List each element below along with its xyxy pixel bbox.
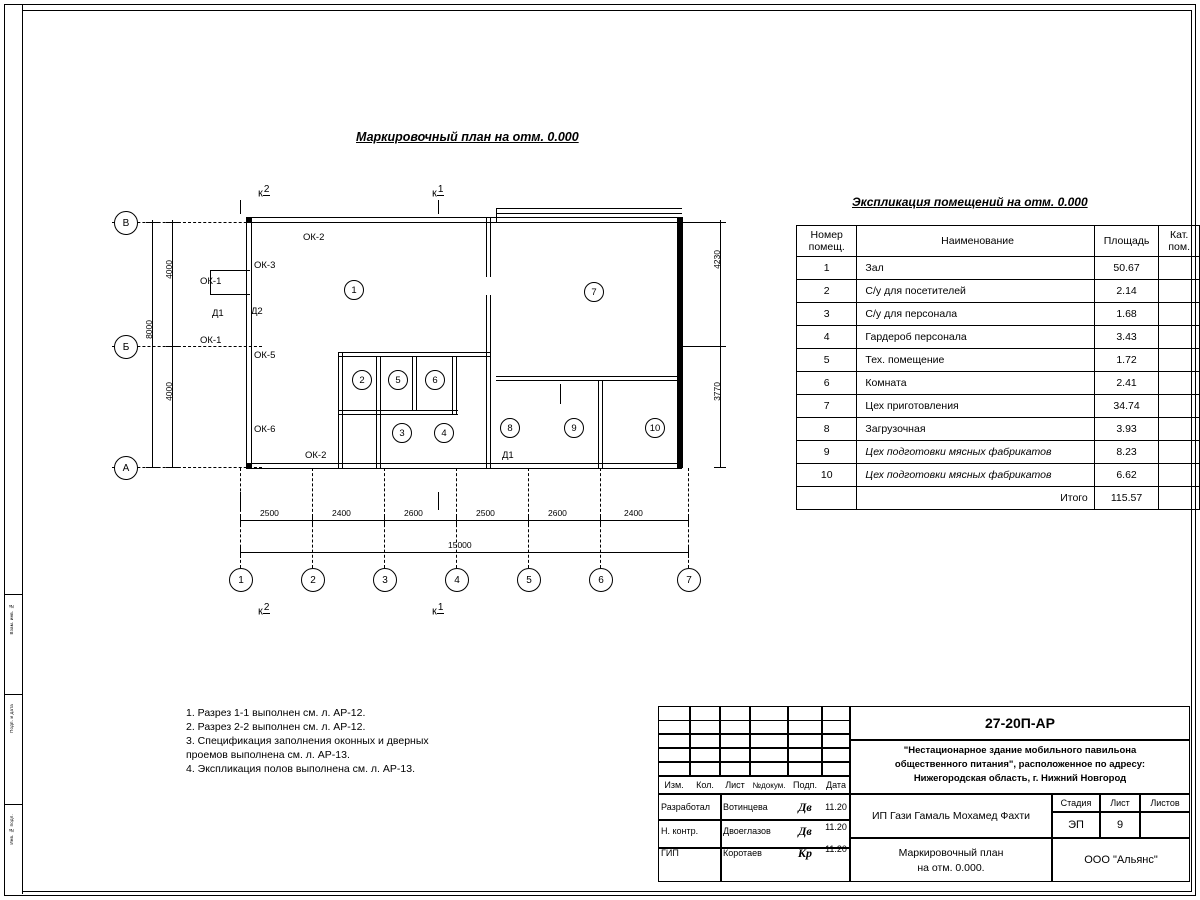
total-category xyxy=(1159,487,1200,510)
header-category: Кат. пом. xyxy=(1159,226,1200,257)
section-mark-bottom-2 xyxy=(258,602,270,618)
note-line-5: 4. Экспликация полов выполнена см. л. АР-13. xyxy=(186,763,415,775)
axis-marker-3: 3 xyxy=(373,568,397,592)
header-number: Номер помещ. xyxy=(797,226,857,257)
cell-name: С/у для посетителей xyxy=(857,280,1094,303)
door-label-d1-left: Д1 xyxy=(212,308,224,319)
note-line-1: 1. Разрез 1-1 выполнен см. л. АР-12. xyxy=(186,707,366,719)
role-date-2: 11.20 xyxy=(825,844,847,854)
room-marker-3: 3 xyxy=(392,423,412,443)
section-letter: к xyxy=(258,605,263,618)
section-number: 1 xyxy=(437,184,444,195)
cell-name: С/у для персонала xyxy=(857,303,1094,326)
cell-number: 4 xyxy=(797,326,857,349)
table-row xyxy=(797,326,1200,349)
dim-bottom-5: 2600 xyxy=(548,508,567,518)
cell-number: 9 xyxy=(797,441,857,464)
cell-category xyxy=(1159,303,1200,326)
col-dokum: №докум. xyxy=(752,780,786,790)
dim-bottom-4: 2500 xyxy=(476,508,495,518)
cell-area: 2.14 xyxy=(1094,280,1159,303)
section-number: 1 xyxy=(437,602,444,613)
room-marker-7: 7 xyxy=(584,282,604,302)
dim-right-1: 4230 xyxy=(712,250,722,269)
role-name-1: Двоеглазов xyxy=(723,826,771,836)
object-description xyxy=(850,744,1190,794)
sheets-value xyxy=(1140,812,1190,838)
room-marker-2: 2 xyxy=(352,370,372,390)
cell-number: 8 xyxy=(797,418,857,441)
cell-name: Комната xyxy=(857,372,1094,395)
col-kol: Кол. xyxy=(696,780,714,790)
customer-name: ИП Гази Гамаль Мохамед Фахти xyxy=(872,810,1030,822)
cell-number: 2 xyxy=(797,280,857,303)
window-label-ok2-bottom: ОК-2 xyxy=(305,450,327,461)
col-podp: Подп. xyxy=(793,780,817,790)
table-row xyxy=(797,349,1200,372)
room-marker-4: 4 xyxy=(434,423,454,443)
cell-area: 3.43 xyxy=(1094,326,1159,349)
cell-area: 2.41 xyxy=(1094,372,1159,395)
axis-marker-4: 4 xyxy=(445,568,469,592)
window-label-ok1-a: ОК-1 xyxy=(200,276,222,287)
table-header-row xyxy=(797,226,1200,257)
section-letter: к xyxy=(432,187,437,200)
table-row xyxy=(797,372,1200,395)
dim-right-2: 3770 xyxy=(712,382,722,401)
role-label-2: ГИП xyxy=(661,848,679,858)
cell-category xyxy=(1159,464,1200,487)
col-izm: Изм. xyxy=(664,780,684,790)
cell-category xyxy=(1159,441,1200,464)
room-marker-1: 1 xyxy=(344,280,364,300)
role-name-0: Вотинцева xyxy=(723,802,768,812)
header-area: Площадь xyxy=(1094,226,1159,257)
dim-bottom-3: 2600 xyxy=(404,508,423,518)
table-total-row xyxy=(797,487,1200,510)
table-row xyxy=(797,280,1200,303)
table-row xyxy=(797,303,1200,326)
left-margin-strip xyxy=(4,4,23,894)
margin-text-0: Взам. инв. № xyxy=(9,604,14,635)
axis-marker-7: 7 xyxy=(677,568,701,592)
col-list: Лист xyxy=(725,780,745,790)
stage-value: ЭП xyxy=(1068,819,1084,831)
stage-label: Стадия xyxy=(1060,798,1092,808)
axis-marker-2: 2 xyxy=(301,568,325,592)
drawing-title xyxy=(850,846,1052,882)
object-line-2: общественного питания", расположенное по адресу: xyxy=(894,759,1146,770)
cell-area: 1.72 xyxy=(1094,349,1159,372)
cell-area: 1.68 xyxy=(1094,303,1159,326)
total-spacer xyxy=(797,487,857,510)
cell-area: 8.23 xyxy=(1094,441,1159,464)
cell-area: 50.67 xyxy=(1094,257,1159,280)
axis-marker-6: 6 xyxy=(589,568,613,592)
cell-number: 10 xyxy=(797,464,857,487)
dim-left-total: 8000 xyxy=(144,320,154,339)
section-mark-top-1 xyxy=(432,184,444,200)
cell-number: 6 xyxy=(797,372,857,395)
room-marker-8: 8 xyxy=(500,418,520,438)
cell-name: Цех подготовки мясных фабрикатов xyxy=(857,464,1094,487)
window-label-ok2-top: ОК-2 xyxy=(303,232,325,243)
table-row xyxy=(797,464,1200,487)
role-name-2: Коротаев xyxy=(723,848,762,858)
section-mark-top-2 xyxy=(258,184,270,200)
cell-category xyxy=(1159,372,1200,395)
dim-left-1: 4000 xyxy=(164,260,174,279)
cell-category xyxy=(1159,257,1200,280)
explication-table xyxy=(796,225,1200,510)
section-number: 2 xyxy=(263,602,270,613)
window-label-ok6: ОК-6 xyxy=(254,424,276,435)
cell-number: 5 xyxy=(797,349,857,372)
drawing-title-line-2: на отм. 0.000. xyxy=(917,862,985,874)
explication-title: Экспликация помещений на отм. 0.000 xyxy=(852,195,1088,209)
room-marker-6: 6 xyxy=(425,370,445,390)
note-line-3: 3. Спецификация заполнения оконных и дверных xyxy=(186,735,429,747)
cell-name: Тех. помещение xyxy=(857,349,1094,372)
axis-marker-b: Б xyxy=(114,335,138,359)
cell-area: 6.62 xyxy=(1094,464,1159,487)
cell-category xyxy=(1159,418,1200,441)
cell-name: Зал xyxy=(857,257,1094,280)
room-marker-5: 5 xyxy=(388,370,408,390)
table-row xyxy=(797,418,1200,441)
dim-bottom-1: 2500 xyxy=(260,508,279,518)
section-letter: к xyxy=(258,187,263,200)
role-date-1: 11.20 xyxy=(825,822,847,832)
axis-marker-1: 1 xyxy=(229,568,253,592)
role-label-1: Н. контр. xyxy=(661,826,699,836)
cell-category xyxy=(1159,349,1200,372)
col-data: Дата xyxy=(826,780,846,790)
sheets-label: Листов xyxy=(1150,798,1180,808)
document-code: 27-20П-АР xyxy=(985,715,1055,731)
role-sign-1: Дв xyxy=(798,823,812,838)
notes-block xyxy=(186,706,429,776)
axis-marker-a: А xyxy=(114,456,138,480)
role-label-0: Разработал xyxy=(661,802,710,812)
room-marker-9: 9 xyxy=(564,418,584,438)
table-row xyxy=(797,257,1200,280)
cell-area: 3.93 xyxy=(1094,418,1159,441)
table-row xyxy=(797,441,1200,464)
cell-name: Загрузочная xyxy=(857,418,1094,441)
window-label-ok3: ОК-3 xyxy=(254,260,276,271)
company-name: ООО "Альянс" xyxy=(1084,854,1158,866)
role-sign-0: Дв xyxy=(798,799,812,814)
dim-bottom-6: 2400 xyxy=(624,508,643,518)
cell-number: 1 xyxy=(797,257,857,280)
plan-title: Маркировочный план на отм. 0.000 xyxy=(356,130,579,144)
axis-marker-5: 5 xyxy=(517,568,541,592)
cell-number: 3 xyxy=(797,303,857,326)
dim-left-2: 4000 xyxy=(164,382,174,401)
margin-text-2: Инв. № подл. xyxy=(9,814,14,845)
section-number: 2 xyxy=(263,184,270,195)
note-line-4: проемов выполнена см. л. АР-13. xyxy=(186,749,350,761)
header-name: Наименование xyxy=(857,226,1094,257)
section-mark-bottom-1 xyxy=(432,602,444,618)
note-line-2: 2. Разрез 2-2 выполнен см. л. АР-12. xyxy=(186,721,366,733)
window-label-ok1-b: ОК-1 xyxy=(200,335,222,346)
object-line-3: Нижегородская область, г. Нижний Новгород xyxy=(913,773,1127,784)
total-label: Итого xyxy=(857,487,1094,510)
floor-plan xyxy=(100,170,760,618)
sheet-label: Лист xyxy=(1110,798,1130,808)
drawing-title-line-1: Маркировочный план xyxy=(898,847,1004,859)
role-sign-2: Кр xyxy=(797,845,813,860)
cell-name: Цех подготовки мясных фабрикатов xyxy=(857,441,1094,464)
cell-name: Цех приготовления xyxy=(857,395,1094,418)
total-value: 115.57 xyxy=(1094,487,1159,510)
cell-category xyxy=(1159,395,1200,418)
object-line-1: "Нестационарное здание мобильного павильона xyxy=(903,745,1137,756)
dim-bottom-total: 15000 xyxy=(448,540,472,550)
cell-area: 34.74 xyxy=(1094,395,1159,418)
dim-bottom-2: 2400 xyxy=(332,508,351,518)
door-label-d2: Д2 xyxy=(251,306,263,317)
door-label-d1-right: Д1 xyxy=(502,450,514,461)
title-block xyxy=(658,706,1190,882)
role-date-0: 11.20 xyxy=(825,802,847,812)
cell-category xyxy=(1159,326,1200,349)
axis-marker-v: В xyxy=(114,211,138,235)
margin-text-1: Подп. и дата xyxy=(9,704,14,733)
room-marker-10: 10 xyxy=(645,418,665,438)
cell-number: 7 xyxy=(797,395,857,418)
window-label-ok5: ОК-5 xyxy=(254,350,276,361)
sheet-value: 9 xyxy=(1116,819,1124,831)
table-row xyxy=(797,395,1200,418)
cell-category xyxy=(1159,280,1200,303)
cell-name: Гардероб персонала xyxy=(857,326,1094,349)
section-letter: к xyxy=(432,605,437,618)
